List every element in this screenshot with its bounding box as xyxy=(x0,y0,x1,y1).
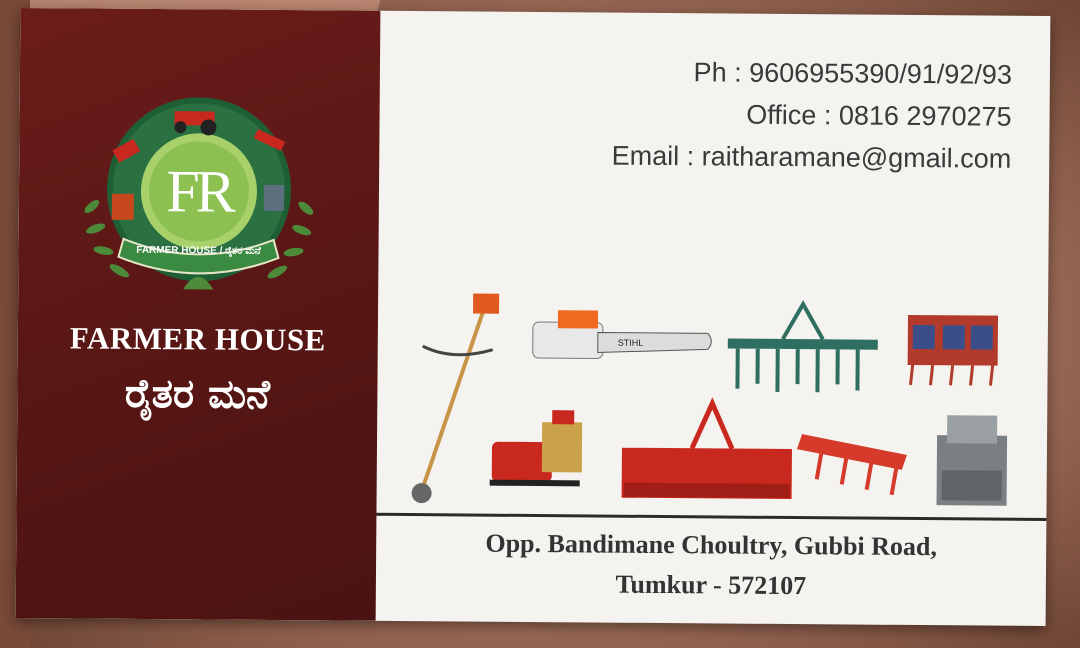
cultivator-icon xyxy=(727,304,878,393)
contact-block xyxy=(612,51,1013,180)
grinder-machine-icon xyxy=(937,415,1008,506)
logo-monogram: FR xyxy=(166,158,232,225)
logo-ribbon-text: FARMER HOUSE / ರೈತರ ಮನೆ xyxy=(136,244,261,257)
brand-name-english: FARMER HOUSE xyxy=(69,320,326,358)
seed-drill-icon xyxy=(907,315,998,386)
address-line-2: Tumkur - 572107 xyxy=(615,569,807,601)
product-gallery xyxy=(391,281,1033,516)
rotavator-icon xyxy=(622,403,793,499)
email-address: raitharamane@gmail.com xyxy=(701,141,1012,174)
farmer-house-logo xyxy=(73,88,325,300)
email-row xyxy=(612,135,1012,180)
business-card xyxy=(16,8,1051,626)
brand-panel xyxy=(16,8,381,621)
phone-label: Ph : xyxy=(693,57,750,88)
tiller-tines-icon xyxy=(797,434,907,495)
office-label: Office : xyxy=(746,99,840,131)
power-sprayer-icon xyxy=(490,410,583,487)
office-row xyxy=(612,93,1012,138)
address-block xyxy=(376,523,1047,608)
chainsaw-brand: STIHL xyxy=(617,337,644,348)
chainsaw-icon xyxy=(533,310,712,359)
office-number: 0816 2970275 xyxy=(838,100,1012,132)
brush-cutter-icon xyxy=(412,293,500,504)
phone-row xyxy=(612,51,1012,96)
phone-number: 9606955390/91/92/93 xyxy=(749,57,1013,90)
brand-name-kannada: ರೈತರ ಮನೆ xyxy=(124,370,271,418)
email-label: Email : xyxy=(611,140,702,172)
address-line-1: Opp. Bandimane Choultry, Gubbi Road, xyxy=(485,528,938,562)
